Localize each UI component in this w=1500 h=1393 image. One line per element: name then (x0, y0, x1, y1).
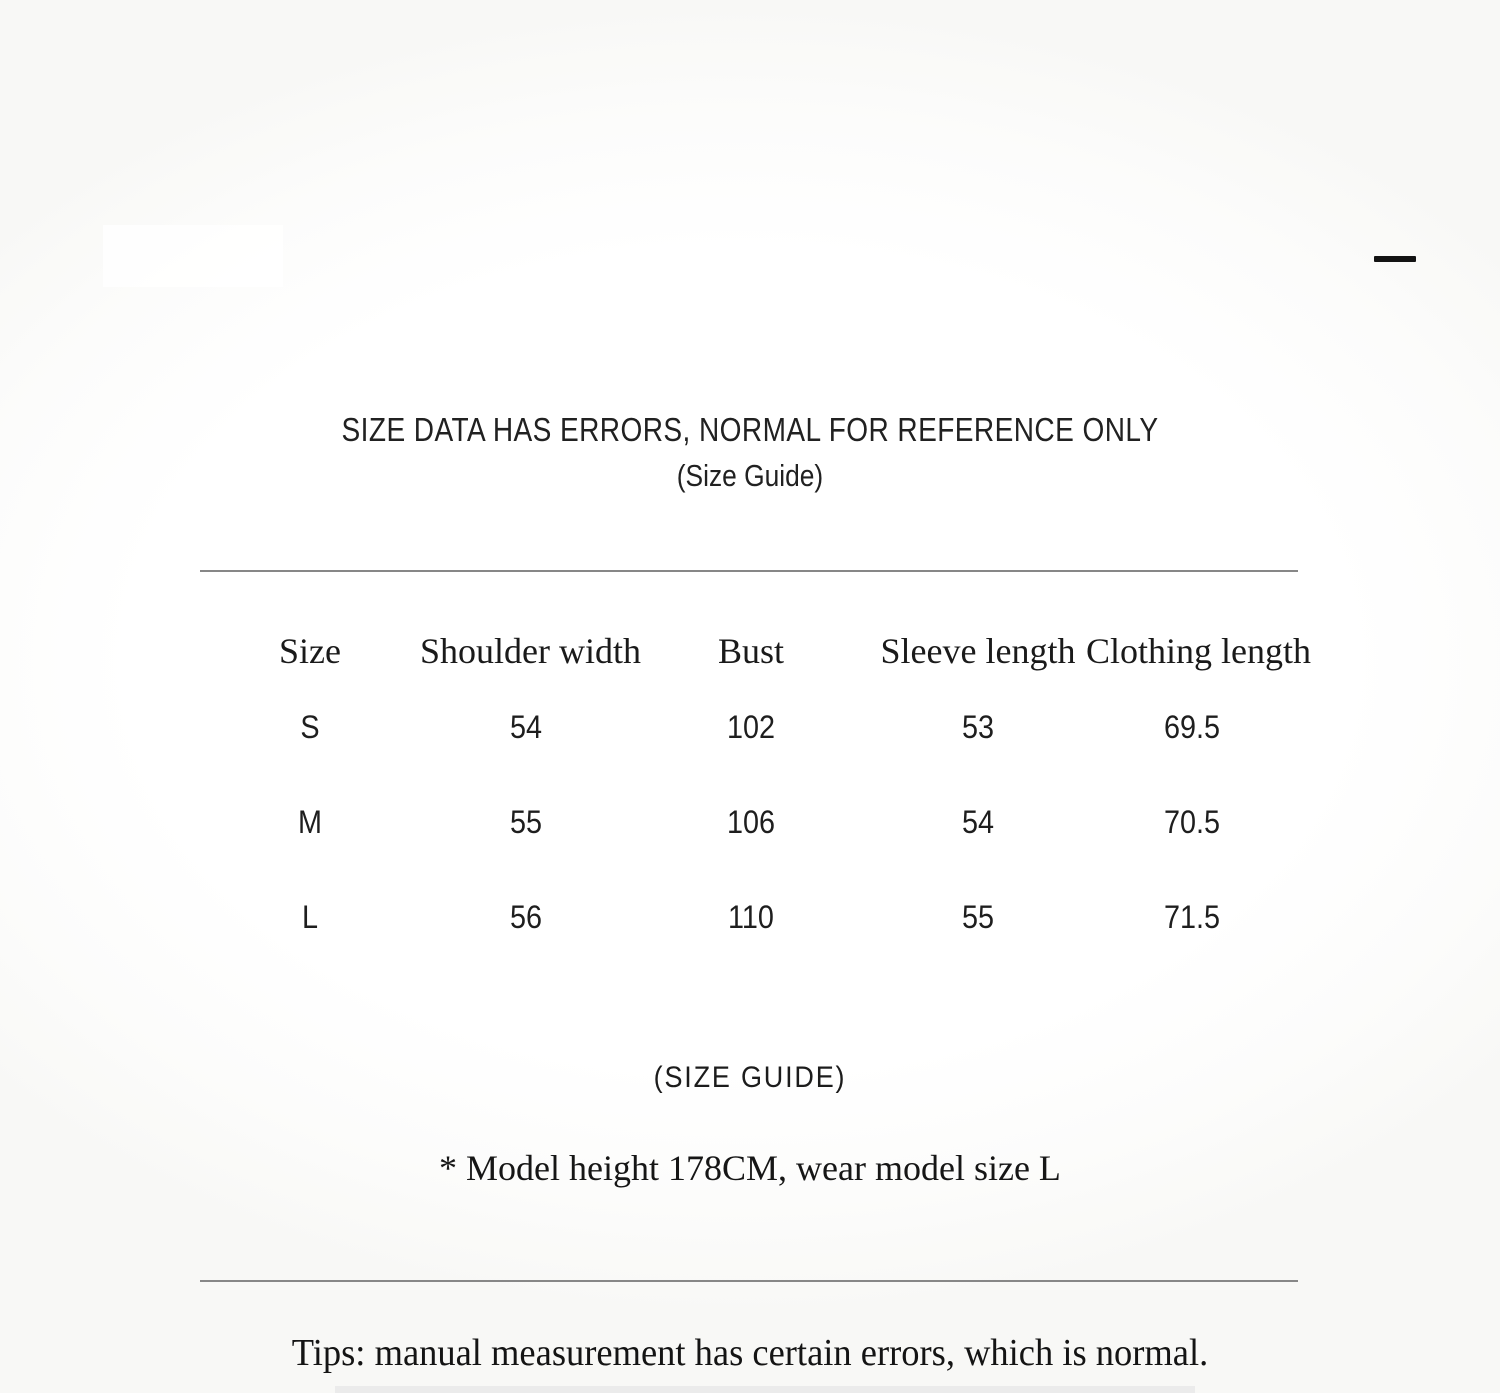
cell-sleeve-length: 53 (961, 709, 995, 745)
size-guide-caption: (SIZE GUIDE) (653, 1061, 847, 1094)
table-row-s (200, 704, 1298, 750)
cell-sleeve-length: 54 (961, 804, 995, 840)
cell-shoulder-width: 55 (509, 804, 543, 840)
cell-shoulder-width: 54 (509, 709, 543, 745)
cell-size: S (300, 709, 320, 745)
column-header-sleeve-length: Sleeve length (880, 631, 1076, 671)
cell-size: L (301, 899, 319, 935)
minus-dash-icon (1374, 256, 1416, 262)
cell-bust: 110 (728, 899, 774, 935)
table-row-m (200, 799, 1298, 845)
cell-bust: 106 (726, 804, 776, 840)
cell-sleeve-length: 55 (961, 899, 995, 935)
cell-clothing-length: 69.5 (1163, 709, 1221, 745)
page-title: SIZE DATA HAS ERRORS, NORMAL FOR REFERENCE ONLY (341, 411, 1159, 448)
divider-bottom (200, 1280, 1298, 1282)
table-row-l (200, 894, 1298, 940)
page-subtitle: (Size Guide) (676, 458, 824, 493)
cell-clothing-length: 70.5 (1163, 804, 1221, 840)
cell-shoulder-width: 56 (509, 899, 543, 935)
background-patch (103, 225, 283, 287)
column-header-size: Size (279, 631, 341, 671)
cropped-content-strip (335, 1386, 1195, 1393)
tips-note: Tips: manual measurement has certain errors, which is normal. (291, 1332, 1209, 1374)
cell-size: M (298, 804, 322, 840)
column-header-clothing-length: Clothing length (1086, 631, 1311, 671)
column-header-shoulder-width: Shoulder width (420, 631, 641, 671)
divider-top (200, 570, 1298, 572)
column-header-bust: Bust (717, 631, 785, 671)
cell-bust: 102 (726, 709, 776, 745)
table-header-row (200, 628, 1311, 674)
cell-clothing-length: 71.5 (1163, 899, 1221, 935)
model-height-note: * Model height 178CM, wear model size L (439, 1148, 1061, 1188)
